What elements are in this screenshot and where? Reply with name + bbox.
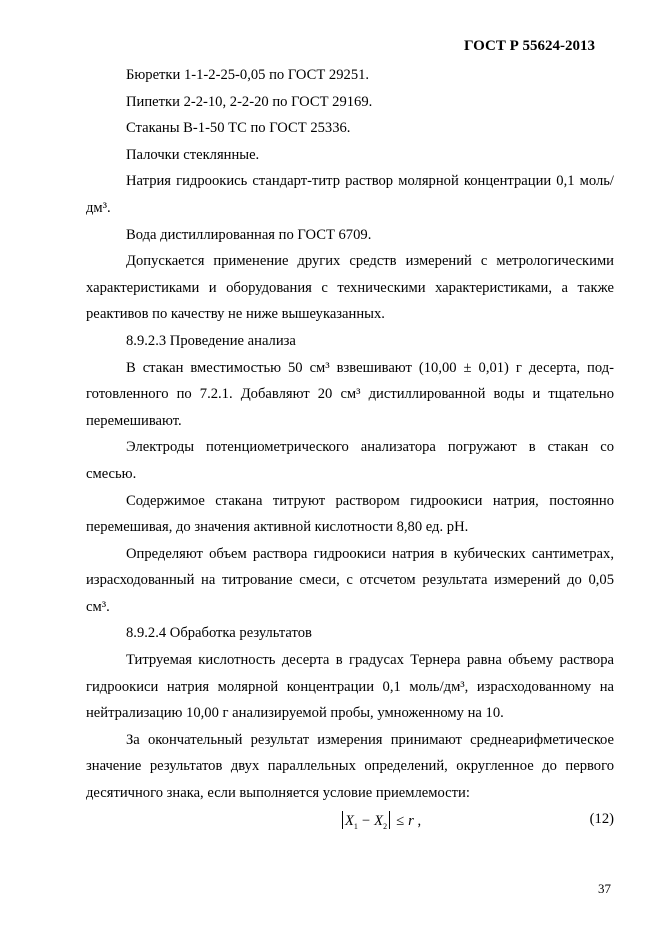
document-code-header: ГОСТ Р 55624-2013 — [463, 38, 595, 54]
eq-x1: X — [345, 812, 354, 829]
eq-leq: ≤ — [396, 812, 405, 829]
paragraph-weighing: В стакан вместимостью 50 см³ взвешивают (10,00 ± 0,01) г десерта, подготовленного по 7.2.1. Добавляют 20 см³ дистиллированной воды и тщательно перемешивают. — [86, 359, 614, 429]
paragraph-pipettes: Пипетки 2-2-10, 2-2-20 по ГОСТ 29169. — [126, 93, 373, 110]
document-body — [86, 62, 614, 835]
equation-number: (12) — [589, 810, 614, 827]
abs-bar-left — [342, 811, 343, 829]
paragraph-distilled-water: Вода дистиллированная по ГОСТ 6709. — [126, 226, 372, 243]
paragraph-burettes: Бюретки 1-1-2-25-0,05 по ГОСТ 29251. — [126, 67, 370, 83]
eq-x2: X — [374, 812, 384, 829]
section-heading-analysis: 8.9.2.3 Проведение анализа — [126, 332, 296, 349]
paragraph-acidity: Титруемая кислотность десерта в градусах Тернера равна объему раствора гидроокиси натрия молярной концентрации 0,1 моль/дм³, израсходованному на нейтрализацию 10,00 г анализируемой пробы, умноженному на 10. — [86, 652, 614, 722]
paragraph-sodium-hydroxide: Натрия гидроокись стандарт-титр раствор молярной концентрации 0,1 моль/дм³. — [86, 173, 614, 216]
paragraph-alternatives: Допускается применение других средств измерений с метрологическими характеристиками и оборудования с техническими характеристиками, а также реактивов по качеству не ниже вышеуказанных. — [86, 253, 614, 323]
paragraph-volume: Определяют объем раствора гидроокиси натрия в кубических сантиметрах, израсходованный на титрование смеси, с отсчетом результата измерений до 0,05 см³. — [86, 545, 614, 615]
eq-sub1: 1 — [353, 821, 358, 831]
paragraph-beakers: Стаканы В-1-50 ТС по ГОСТ 25336. — [126, 120, 351, 137]
section-heading-results: 8.9.2.4 Обработка результатов — [126, 625, 312, 642]
equation-formula — [340, 811, 421, 831]
page-number: 37 — [598, 881, 611, 896]
eq-r: r — [408, 812, 414, 829]
eq-sub2: 2 — [383, 821, 388, 831]
paragraph-final-result: За окончательный результат измерения принимают среднеарифметическое значение результатов двух параллельных определений, округленное до первого десятичного знака, если выполняется условие приемлемости: — [86, 731, 614, 802]
eq-minus: − — [361, 812, 371, 829]
eq-tail: , — [417, 812, 422, 829]
equation-12 — [86, 807, 614, 835]
paragraph-electrodes: Электроды потенциометрического анализатора погружают в стакан со смесью. — [86, 439, 614, 482]
abs-bar-right — [389, 811, 390, 829]
paragraph-glass-rods: Палочки стеклянные. — [126, 146, 260, 163]
paragraph-titration: Содержимое стакана титруют раствором гидроокиси натрия, постоянно перемешивая, до значения активной кислотности 8,80 ед. pH. — [86, 492, 614, 536]
